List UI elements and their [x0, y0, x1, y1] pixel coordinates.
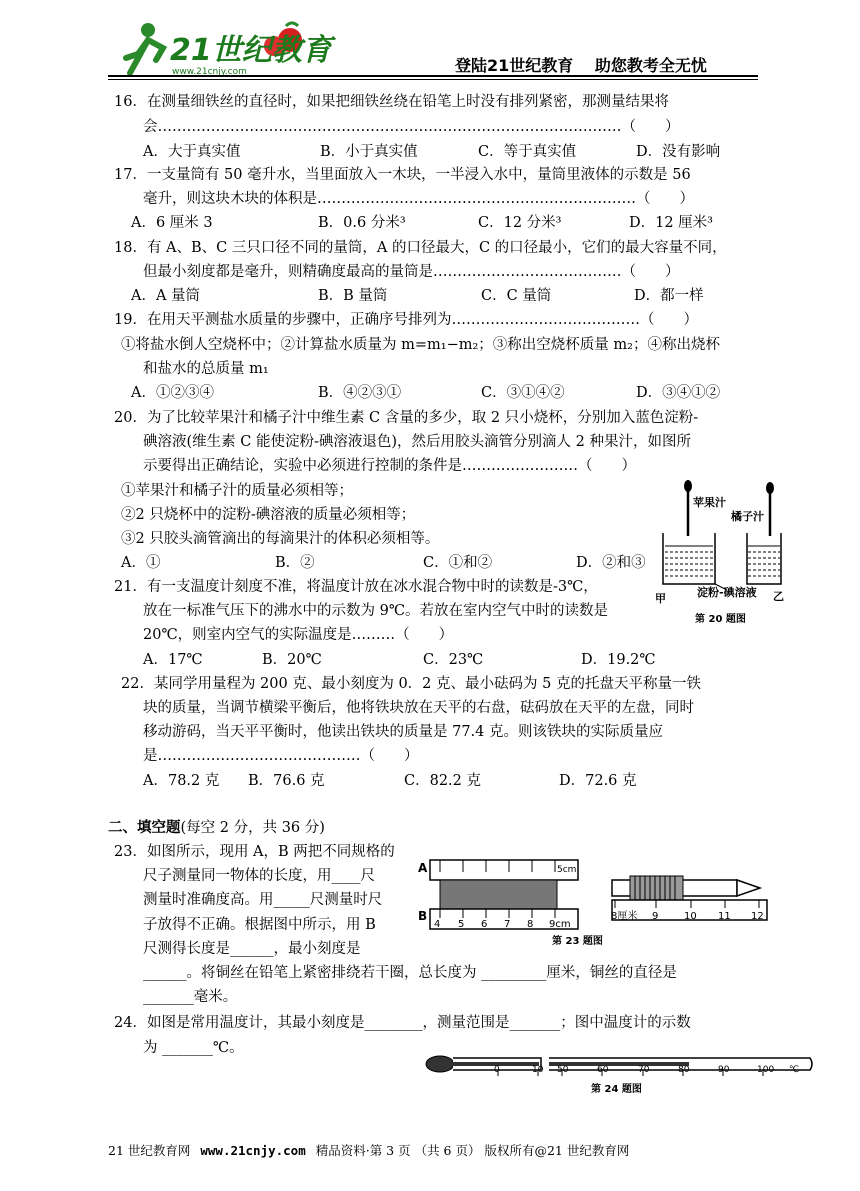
- fig24-caption: 第 24 题图: [591, 1084, 642, 1095]
- q17-option-b: B．0.6 分米³: [318, 215, 406, 231]
- q21-stem-2: 放在一标准气压下的沸水中的示数为 9℃。若放在室内空气中时的读数是: [143, 603, 609, 619]
- section-2-heading: [108, 818, 325, 838]
- q23-stem-4: 子放得不正确。根据图中所示，用 B: [143, 917, 376, 933]
- fig20-label-orange: 橘子汁: [731, 510, 764, 523]
- q24-stem-2: 为 _______℃。: [143, 1040, 244, 1056]
- q19-stem-1: 19．在用天平测盐水质量的步骤中，正确序号排列为…………………………………（ ）: [114, 312, 698, 328]
- q20-condition-1: ①苹果汁和橘子汁的质量必须相等；: [121, 483, 353, 499]
- fig20-label-apple: 苹果汁: [693, 496, 726, 509]
- q20-condition-3: ③2 只胶头滴管滴出的每滴果汁的体积必须相等。: [121, 531, 440, 547]
- footer-page-info: 精品资料·第 3 页 （共 6 页） 版权所有@21 世纪教育网: [315, 1143, 630, 1158]
- fig20-label-solution: 淀粉-碘溶液: [697, 586, 757, 599]
- fig20-caption: 第 20 题图: [695, 614, 746, 625]
- q19-option-c: C．③①④②: [481, 385, 565, 401]
- fig23-caption: 第 23 题图: [552, 936, 603, 947]
- fig23-b-tick-8: 8: [527, 919, 534, 930]
- q22-stem-3: 移动游码，当天平平衡时，他读出铁块的质量是 77.4 克。则该铁块的实际质量应: [143, 724, 664, 740]
- fig23-b-tick-7: 7: [504, 919, 511, 930]
- q18-option-a: A．A 量筒: [131, 288, 201, 304]
- q21-option-c: C．23℃: [423, 652, 484, 668]
- q23-stem-5: 尺测得长度是______，最小刻度是: [143, 941, 361, 957]
- logo-brand: 21世纪教育: [170, 33, 332, 68]
- footer-url[interactable]: www.21cnjy.com: [200, 1143, 306, 1158]
- q23-stem-2: 尺子测量同一物体的长度，用____尺: [143, 868, 375, 884]
- q21-option-a: A．17℃: [143, 652, 203, 668]
- q20-stem-1: 20．为了比较苹果汁和橘子汁中维生素 C 含量的多少，取 2 只小烧杯，分别加入蓝色淀粉-: [114, 410, 699, 426]
- footer-site: 21 世纪教育网: [108, 1143, 191, 1158]
- fig20-label-yi: 乙: [773, 590, 784, 603]
- q17-option-a: A．6 厘米 3: [131, 215, 213, 231]
- fig23-pencil-tick-11: 11: [718, 911, 731, 922]
- fig23-pencil-tick-12: 12: [751, 911, 764, 922]
- q18-option-c: C．C 量筒: [481, 288, 552, 304]
- fig24-tick-100: 100: [757, 1065, 775, 1075]
- fig23-b-tick-9cm: 9cm: [549, 919, 571, 930]
- q18-stem-2: 但最小刻度都是毫升，则精确度最高的量筒是…………………………………（ ）: [143, 264, 680, 280]
- fig23-pencil-tick-9: 9: [652, 911, 659, 922]
- page-footer: [108, 1141, 629, 1159]
- figure-24: [425, 1048, 817, 1120]
- fig23-b-tick-4: 4: [434, 919, 441, 930]
- q22-stem-4: 是……………………………………（ ）: [143, 748, 419, 764]
- q16-option-a: A．大于真实值: [143, 144, 241, 160]
- figure-20: [655, 478, 785, 628]
- fig24-tick-90: 90: [718, 1065, 730, 1075]
- q20-stem-2: 碘溶液(维生素 C 能使淀粉-碘溶液退色)，然后用胶头滴管分别滴人 2 种果汁，如图所: [143, 434, 691, 450]
- fig20-label-jia: 甲: [655, 592, 666, 605]
- q21-stem-3: 20℃，则室内空气的实际温度是………（ ）: [143, 627, 454, 643]
- fig24-tick-60: 60: [597, 1065, 609, 1075]
- q20-option-a: A．①: [121, 555, 161, 571]
- q20-condition-2: ②2 只烧杯中的淀粉-碘溶液的质量必须相等；: [121, 507, 416, 523]
- fig23-b-tick-6: 6: [481, 919, 488, 930]
- q22-stem-2: 块的质量，当调节横梁平衡后，他将铁块放在天平的右盘，砝码放在天平的左盘，同时: [143, 700, 694, 716]
- header-rule-thin: [108, 79, 758, 80]
- header-rule: [108, 75, 758, 77]
- section-2-note: (每空 2 分，共 36 分): [180, 820, 325, 836]
- logo-graphic: [108, 18, 332, 78]
- q17-stem-2: 毫升，则这块木块的体积是…………………………………………………………（ ）: [143, 191, 694, 207]
- fig23-ruler-a: A: [418, 861, 428, 875]
- q19-stem-3: 和盐水的总质量 m₁: [143, 361, 269, 377]
- fig24-tick-10: 10: [532, 1065, 544, 1075]
- q23-stem-1: 23．如图所示，现用 A，B 两把不同规格的: [114, 844, 395, 860]
- q22-option-a: A．78.2 克: [143, 773, 220, 789]
- q22-stem-1: 22．某同学用量程为 200 克、最小刻度为 0．2 克、最小砝码为 5 克的托盘天平称量一铁: [121, 676, 701, 692]
- q23-stem-6: ______。将铜丝在铅笔上紧密排绕若干圈，总长度为 _________厘米，铜丝的直径是: [143, 965, 677, 981]
- fig24-tick-50: 50: [557, 1065, 569, 1075]
- q17-stem-1: 17．一支量筒有 50 毫升水，当里面放入一木块，一半浸入水中，量筒里液体的示数是 56: [114, 167, 691, 183]
- fig23-b-tick-5: 5: [458, 919, 465, 930]
- q22-option-c: C．82.2 克: [404, 773, 481, 789]
- q16-option-d: D．没有影响: [636, 144, 721, 160]
- q23-stem-7: _______毫米。: [143, 989, 238, 1005]
- q20-stem-3: 示要得出正确结论，实验中必须进行控制的条件是……………………（ ）: [143, 458, 636, 474]
- fig23-pencil-tick-8: 8厘米: [611, 911, 638, 922]
- q19-stem-2: ①将盐水倒人空烧杯中；②计算盐水质量为 m=m₁−m₂；③称出空烧杯质量 m₂；④称出烧杯: [121, 337, 720, 353]
- q20-option-c: C．①和②: [423, 555, 493, 571]
- q22-option-d: D．72.6 克: [559, 773, 637, 789]
- fig24-tick-0: 0: [494, 1065, 500, 1075]
- header-slogan: 登陆21世纪教育 助您教考全无忧: [455, 56, 707, 75]
- q19-option-d: D．③④①②: [636, 385, 721, 401]
- site-logo: [108, 18, 332, 78]
- q22-option-b: B．76.6 克: [248, 773, 325, 789]
- fig24-tick-70: 70: [638, 1065, 650, 1075]
- q16-stem-2: 会……………………………………………………………………………………（ ）: [143, 119, 680, 135]
- q18-option-b: B．B 量筒: [318, 288, 388, 304]
- fig24-tick-unit: ℃: [789, 1065, 800, 1075]
- q16-option-c: C．等于真实值: [478, 144, 577, 160]
- q21-option-b: B．20℃: [262, 652, 322, 668]
- q16-stem-1: 16．在测量细铁丝的直径时，如果把细铁丝绕在铅笔上时没有排列紧密，那测量结果将: [114, 94, 669, 110]
- logo-url: www.21cnjy.com: [172, 67, 247, 77]
- q18-stem-1: 18．有 A、B、C 三只口径不同的量筒，A 的口径最大，C 的口径最小，它们的最大容量不同，: [114, 240, 727, 256]
- q23-stem-3: 测量时准确度高。用_____尺测量时尺: [143, 892, 383, 908]
- q21-option-d: D．19.2℃: [581, 652, 656, 668]
- fig23-pencil-tick-10: 10: [684, 911, 697, 922]
- figure-23: [415, 852, 775, 952]
- q17-option-d: D．12 厘米³: [629, 215, 713, 231]
- q20-option-b: B．②: [275, 555, 315, 571]
- q18-option-d: D．都一样: [634, 288, 704, 304]
- q21-stem-1: 21．有一支温度计刻度不准，将温度计放在冰水混合物中时的读数是-3℃，: [114, 579, 598, 595]
- q19-option-a: A．①②③④: [131, 385, 214, 401]
- q24-stem-1: 24．如图是常用温度计，其最小刻度是________，测量范围是_______；图中温度计的示数: [114, 1015, 691, 1031]
- q20-option-d: D．②和③: [576, 555, 646, 571]
- fig24-tick-80: 80: [678, 1065, 690, 1075]
- section-2-title: 二、填空题: [108, 820, 181, 836]
- q16-option-b: B．小于真实值: [320, 144, 418, 160]
- fig23-ruler-b: B: [418, 909, 428, 923]
- q17-option-c: C．12 分米³: [478, 215, 562, 231]
- q19-option-b: B．④②③①: [318, 385, 402, 401]
- fig23-a-tick: 5cm: [557, 865, 577, 875]
